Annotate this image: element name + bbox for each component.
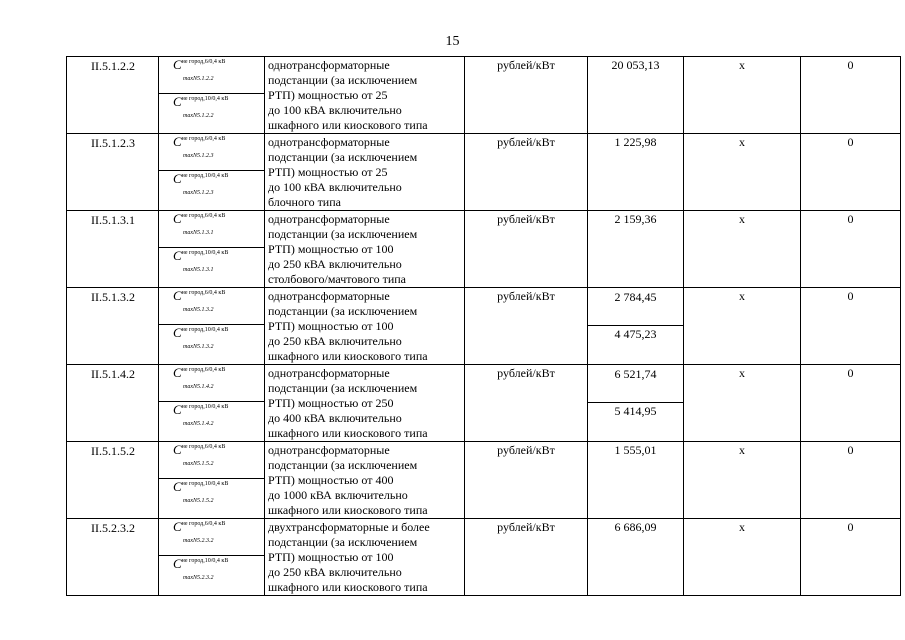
description-line: шкафного или киоскового типа [268, 580, 428, 594]
rate-symbol-10kv [159, 479, 264, 516]
table-row [67, 365, 901, 442]
symbol-subscript: maxN [183, 498, 197, 504]
description-line: однотрансформаторные [268, 366, 390, 380]
symbol-superscript: не город,6/0,4 кВ [181, 521, 226, 527]
description-line: столбового/мачтового типа [268, 272, 406, 286]
row-value: 20 053,13 [611, 58, 660, 72]
description-line: подстанции (за исключением [268, 73, 418, 87]
row-value-cell [588, 365, 684, 442]
symbol-superscript: не город,6/0,4 кВ [181, 59, 226, 65]
description-line: шкафного или киоскового типа [268, 349, 428, 363]
description-line: РТП) мощностью от 25 [268, 165, 388, 179]
symbol-superscript: не город,10/0,4 кВ [181, 481, 229, 487]
row-unit: рублей/кВт [465, 288, 588, 365]
row-unit: рублей/кВт [465, 442, 588, 519]
row-value: 1 555,01 [614, 443, 657, 457]
symbol-subscript: maxN [183, 421, 197, 427]
symbol-subscript: maxN [183, 230, 197, 236]
description-line: подстанции (за исключением [268, 458, 418, 472]
symbol-letter: C [173, 57, 182, 72]
symbol-subscript: maxN [183, 307, 197, 313]
row-value: 5 414,95 [614, 404, 657, 418]
row-code: II.5.1.3.1 [67, 211, 159, 288]
symbol-subscript: maxN [183, 344, 197, 350]
row-code: II.5.2.3.2 [67, 519, 159, 596]
row-description [265, 519, 465, 596]
symbol-subscript: maxN [183, 538, 197, 544]
table-row [67, 57, 901, 134]
row-value-cell [588, 57, 684, 134]
row-value: 4 475,23 [614, 327, 657, 341]
symbol-superscript: не город,10/0,4 кВ [181, 250, 229, 256]
row-x-mark: x [684, 519, 801, 596]
row-x-mark: x [684, 211, 801, 288]
symbol-letter: C [173, 134, 182, 149]
description-line: РТП) мощностью от 100 [268, 319, 394, 333]
row-unit: рублей/кВт [465, 57, 588, 134]
row-description [265, 365, 465, 442]
symbol-subscript: maxN [183, 267, 197, 273]
description-line: двухтрансформаторные и более [268, 520, 430, 534]
symbol-superscript: не город,6/0,4 кВ [181, 290, 226, 296]
description-line: РТП) мощностью от 100 [268, 242, 394, 256]
description-line: шкафного или киоскового типа [268, 118, 428, 132]
rate-symbol-10kv [159, 325, 264, 362]
row-unit: рублей/кВт [465, 134, 588, 211]
row-value: 6 521,74 [588, 366, 683, 403]
description-line: до 1000 кВА включительно [268, 488, 408, 502]
rate-symbol-6kv [159, 211, 264, 248]
row-value-cell [588, 519, 684, 596]
row-zero-value: 0 [801, 365, 901, 442]
description-line: подстанции (за исключением [268, 381, 418, 395]
symbol-subscript-index: 5.1.3.1 [197, 230, 214, 236]
rate-symbol-cell [159, 288, 265, 365]
row-x-mark: x [684, 134, 801, 211]
description-line: до 400 кВА включительно [268, 411, 402, 425]
symbol-superscript: не город,6/0,4 кВ [181, 213, 226, 219]
table-row [67, 211, 901, 288]
rate-symbol-cell [159, 442, 265, 519]
rate-symbol-6kv [159, 365, 264, 402]
symbol-subscript-index: 5.1.3.1 [197, 267, 214, 273]
symbol-subscript-index: 5.1.3.2 [197, 344, 214, 350]
symbol-letter: C [173, 402, 182, 417]
row-value: 1 225,98 [614, 135, 657, 149]
description-line: однотрансформаторные [268, 58, 390, 72]
description-line: подстанции (за исключением [268, 535, 418, 549]
row-zero-value: 0 [801, 57, 901, 134]
symbol-letter: C [173, 211, 182, 226]
row-x-mark: x [684, 365, 801, 442]
symbol-subscript-index: 5.1.2.3 [197, 190, 214, 196]
rate-symbol-10kv [159, 171, 264, 208]
row-value-cell [588, 442, 684, 519]
description-line: подстанции (за исключением [268, 227, 418, 241]
description-line: однотрансформаторные [268, 443, 390, 457]
symbol-subscript-index: 5.1.2.2 [197, 113, 214, 119]
rate-symbol-10kv [159, 556, 264, 593]
row-x-mark: x [684, 57, 801, 134]
rate-symbol-cell [159, 134, 265, 211]
symbol-superscript: не город,10/0,4 кВ [181, 327, 229, 333]
symbol-subscript-index: 5.1.3.2 [197, 307, 214, 313]
symbol-superscript: не город,6/0,4 кВ [181, 136, 226, 142]
description-line: подстанции (за исключением [268, 150, 418, 164]
symbol-letter: C [173, 442, 182, 457]
rate-symbol-6kv [159, 519, 264, 556]
symbol-superscript: не город,10/0,4 кВ [181, 96, 229, 102]
row-code: II.5.1.2.2 [67, 57, 159, 134]
rate-symbol-6kv [159, 442, 264, 479]
row-x-mark: x [684, 442, 801, 519]
table-row [67, 442, 901, 519]
symbol-subscript-index: 5.1.2.2 [197, 76, 214, 82]
row-value-cell [588, 211, 684, 288]
symbol-letter: C [173, 519, 182, 534]
symbol-letter: C [173, 288, 182, 303]
symbol-subscript-index: 5.1.4.2 [197, 384, 214, 390]
description-line: однотрансформаторные [268, 212, 390, 226]
symbol-letter: C [173, 479, 182, 494]
description-line: до 250 кВА включительно [268, 565, 402, 579]
description-line: шкафного или киоскового типа [268, 426, 428, 440]
symbol-subscript-index: 5.2.3.2 [197, 575, 214, 581]
row-code: II.5.1.5.2 [67, 442, 159, 519]
row-zero-value: 0 [801, 134, 901, 211]
symbol-subscript: maxN [183, 76, 197, 82]
description-line: РТП) мощностью от 100 [268, 550, 394, 564]
row-zero-value: 0 [801, 288, 901, 365]
row-value: 2 784,45 [588, 289, 683, 326]
row-code: II.5.1.4.2 [67, 365, 159, 442]
tariff-table [66, 56, 901, 596]
row-value-cell [588, 134, 684, 211]
rate-symbol-6kv [159, 288, 264, 325]
description-line: РТП) мощностью от 400 [268, 473, 394, 487]
symbol-letter: C [173, 171, 182, 186]
description-line: однотрансформаторные [268, 135, 390, 149]
description-line: до 250 кВА включительно [268, 334, 402, 348]
row-code: II.5.1.2.3 [67, 134, 159, 211]
description-line: блочного типа [268, 195, 341, 209]
symbol-subscript: maxN [183, 153, 197, 159]
rate-symbol-10kv [159, 94, 264, 131]
description-line: РТП) мощностью от 250 [268, 396, 394, 410]
symbol-letter: C [173, 365, 182, 380]
row-zero-value: 0 [801, 442, 901, 519]
symbol-letter: C [173, 325, 182, 340]
description-line: однотрансформаторные [268, 289, 390, 303]
symbol-letter: C [173, 248, 182, 263]
row-description [265, 211, 465, 288]
description-line: до 100 кВА включительно [268, 103, 402, 117]
row-unit: рублей/кВт [465, 519, 588, 596]
symbol-subscript-index: 5.1.5.2 [197, 461, 214, 467]
row-zero-value: 0 [801, 211, 901, 288]
rate-symbol-cell [159, 211, 265, 288]
symbol-subscript: maxN [183, 190, 197, 196]
row-description [265, 134, 465, 211]
description-line: РТП) мощностью от 25 [268, 88, 388, 102]
table-row [67, 134, 901, 211]
symbol-subscript: maxN [183, 461, 197, 467]
rate-symbol-6kv [159, 134, 264, 171]
rate-symbol-cell [159, 365, 265, 442]
row-x-mark: x [684, 288, 801, 365]
row-description [265, 442, 465, 519]
symbol-letter: C [173, 94, 182, 109]
symbol-subscript-index: 5.1.4.2 [197, 421, 214, 427]
description-line: подстанции (за исключением [268, 304, 418, 318]
symbol-subscript-index: 5.1.2.3 [197, 153, 214, 159]
symbol-subscript: maxN [183, 575, 197, 581]
symbol-superscript: не город,10/0,4 кВ [181, 558, 229, 564]
symbol-subscript: maxN [183, 113, 197, 119]
rate-symbol-6kv [159, 57, 264, 94]
symbol-superscript: не город,10/0,4 кВ [181, 173, 229, 179]
symbol-subscript-index: 5.1.5.2 [197, 498, 214, 504]
row-description [265, 57, 465, 134]
row-value: 6 686,09 [614, 520, 657, 534]
table-row [67, 519, 901, 596]
row-unit: рублей/кВт [465, 365, 588, 442]
row-code: II.5.1.3.2 [67, 288, 159, 365]
rate-symbol-10kv [159, 402, 264, 439]
symbol-superscript: не город,6/0,4 кВ [181, 367, 226, 373]
description-line: шкафного или киоскового типа [268, 503, 428, 517]
symbol-subscript: maxN [183, 384, 197, 390]
symbol-superscript: не город,6/0,4 кВ [181, 444, 226, 450]
page-number: 15 [445, 34, 460, 49]
rate-symbol-cell [159, 57, 265, 134]
rate-symbol-10kv [159, 248, 264, 285]
symbol-superscript: не город,10/0,4 кВ [181, 404, 229, 410]
row-zero-value: 0 [801, 519, 901, 596]
table-row [67, 288, 901, 365]
symbol-subscript-index: 5.2.3.2 [197, 538, 214, 544]
description-line: до 250 кВА включительно [268, 257, 402, 271]
row-unit: рублей/кВт [465, 211, 588, 288]
symbol-letter: C [173, 556, 182, 571]
row-value: 2 159,36 [614, 212, 657, 226]
rate-symbol-cell [159, 519, 265, 596]
row-description [265, 288, 465, 365]
row-value-cell [588, 288, 684, 365]
description-line: до 100 кВА включительно [268, 180, 402, 194]
